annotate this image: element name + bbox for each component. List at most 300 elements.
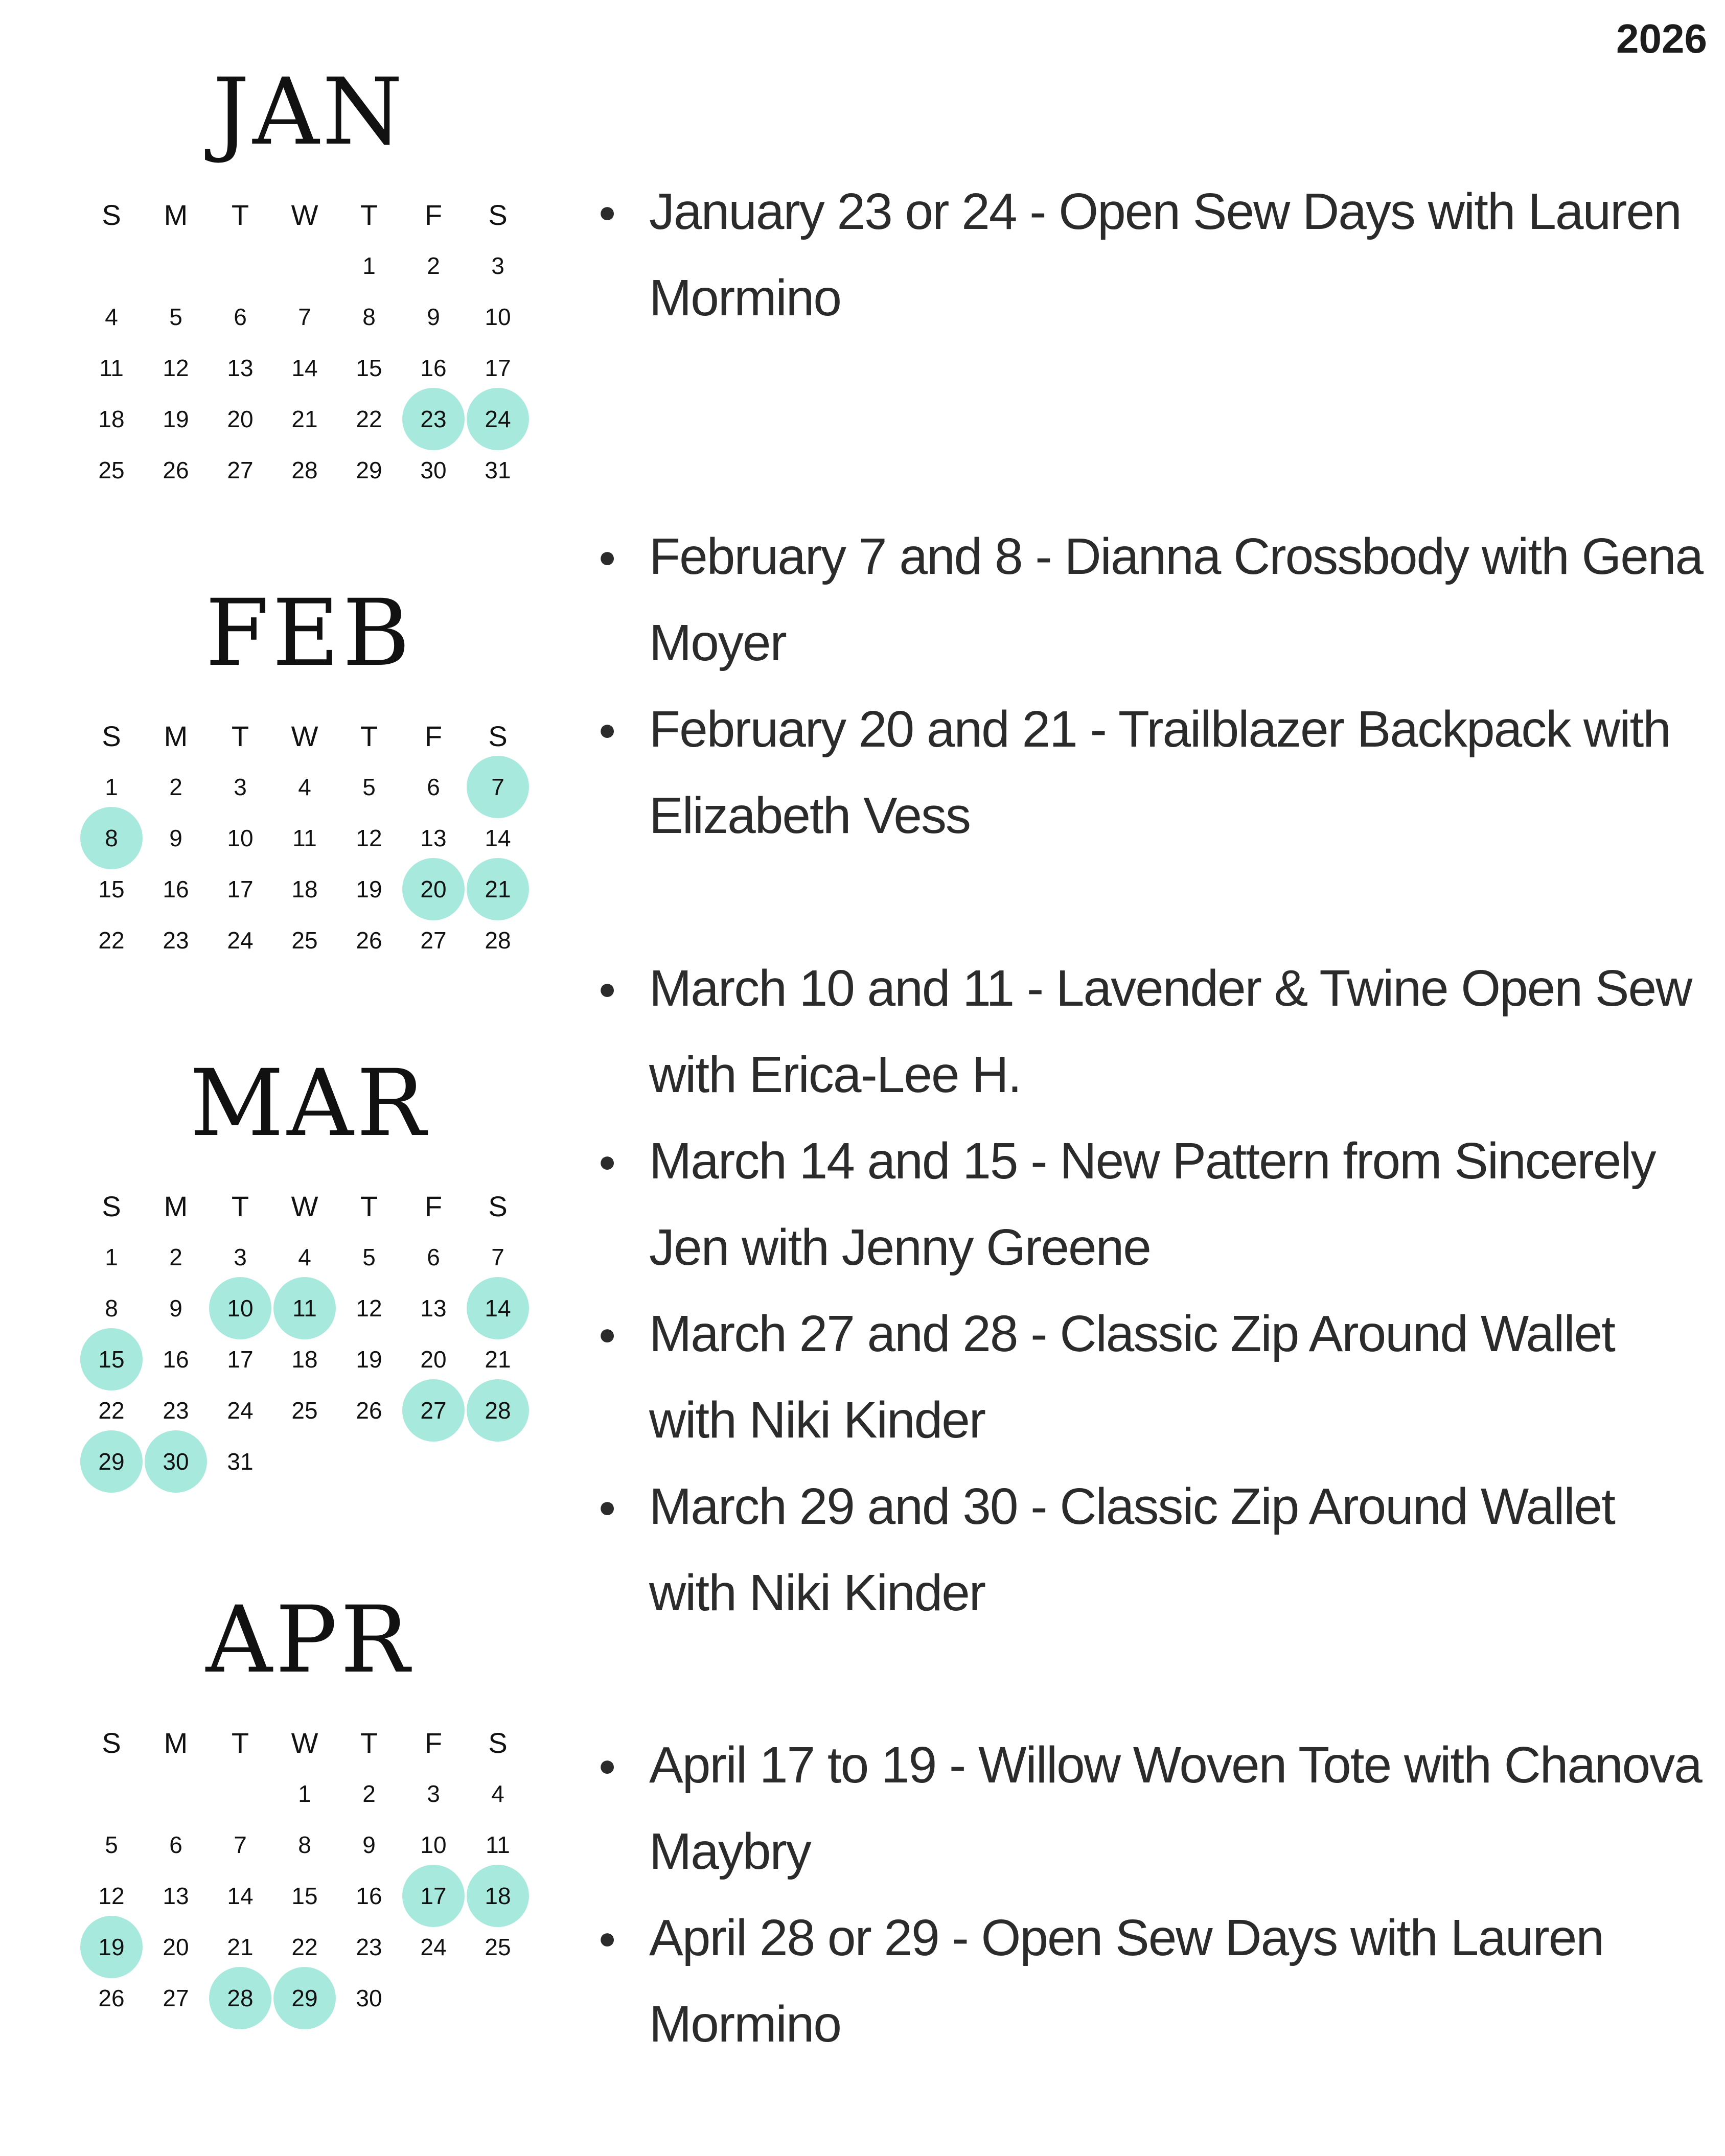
day-number: 8: [105, 825, 118, 851]
empty-day-cell: [337, 1436, 401, 1487]
day-number: 12: [356, 825, 382, 851]
day-number: 18: [98, 406, 125, 432]
bullet-icon: ●: [598, 1317, 616, 1351]
weekday-label: W: [291, 198, 318, 231]
event-text: April 28 or 29 - Open Sew Days with Lauren Mormino: [649, 1909, 1603, 2053]
day-cell: [466, 1283, 530, 1334]
day-cell: [401, 342, 466, 393]
day-number: 12: [163, 355, 189, 381]
day-cell: [272, 761, 337, 813]
bullet-icon: ●: [598, 1921, 616, 1955]
day-cell: [272, 1870, 337, 1921]
day-number: 10: [420, 1832, 447, 1858]
day-number: 20: [420, 876, 447, 902]
weekday-label: F: [424, 1190, 443, 1222]
day-cell: [401, 240, 466, 291]
event-item: [593, 1118, 1707, 1291]
calendar-march: [79, 1050, 539, 1487]
weekday-label: F: [424, 720, 443, 752]
day-cell: [208, 342, 272, 393]
day-cell: [144, 1819, 208, 1870]
weekday-label: S: [102, 1726, 121, 1759]
day-number: 2: [169, 774, 182, 800]
day-cell: [401, 864, 466, 915]
day-number: 31: [485, 457, 511, 483]
day-cell: [337, 1283, 401, 1334]
day-cell: [401, 761, 466, 813]
calendar-grid: [79, 1180, 539, 1487]
week-row: [79, 1283, 539, 1334]
day-number: 9: [362, 1832, 376, 1858]
week-row: [79, 1819, 539, 1870]
day-number: 2: [169, 1244, 182, 1270]
day-cell: [466, 1819, 530, 1870]
day-number: 2: [362, 1780, 376, 1807]
events-february: [593, 514, 1707, 859]
day-number: 9: [427, 304, 440, 330]
month-title: MAR: [190, 1050, 429, 1157]
day-cell: [401, 393, 466, 445]
day-number: 23: [420, 406, 447, 432]
day-number: 14: [485, 1295, 511, 1322]
week-row: [79, 1768, 539, 1819]
day-number: 29: [98, 1448, 125, 1475]
day-number: 24: [227, 1397, 254, 1424]
day-cell: [144, 1283, 208, 1334]
event-text: March 29 and 30 - Classic Zip Around Wallet with Niki Kinder: [649, 1478, 1615, 1621]
day-cell: [337, 1921, 401, 1973]
day-number: 24: [420, 1934, 447, 1960]
day-cell: [272, 342, 337, 393]
day-number: 22: [356, 406, 382, 432]
day-number: 12: [356, 1295, 382, 1322]
week-row: [79, 1921, 539, 1973]
day-cell: [337, 1973, 401, 2024]
day-number: 8: [298, 1832, 311, 1858]
day-number: 21: [291, 406, 318, 432]
week-row: [79, 1232, 539, 1283]
week-row: [79, 813, 539, 864]
day-cell: [144, 342, 208, 393]
week-row: [79, 445, 539, 496]
day-number: 13: [163, 1883, 189, 1909]
weekday-label: T: [231, 1190, 249, 1222]
day-cell: [337, 915, 401, 966]
empty-day-cell: [208, 1768, 272, 1819]
day-number: 18: [291, 876, 318, 902]
event-text: April 17 to 19 - Willow Woven Tote with Chanova Maybry: [649, 1736, 1701, 1880]
day-number: 28: [485, 1397, 511, 1424]
empty-day-cell: [144, 1768, 208, 1819]
events-march: [593, 945, 1707, 1636]
day-number: 24: [227, 927, 254, 954]
day-cell: [79, 291, 144, 342]
week-row: [79, 342, 539, 393]
calendar-grid: [79, 1717, 539, 2024]
week-row: [79, 240, 539, 291]
day-cell: [466, 291, 530, 342]
event-item: [593, 514, 1707, 686]
day-number: 26: [356, 1397, 382, 1424]
day-number: 25: [485, 1934, 511, 1960]
day-cell: [466, 1334, 530, 1385]
weekday-header-row: [79, 710, 539, 761]
bullet-icon: ●: [598, 1748, 616, 1782]
day-cell: [337, 291, 401, 342]
day-cell: [144, 864, 208, 915]
day-cell: [144, 291, 208, 342]
day-number: 17: [227, 876, 254, 902]
day-cell: [401, 445, 466, 496]
month-title: FEB: [205, 580, 413, 687]
day-cell: [337, 240, 401, 291]
day-number: 20: [420, 1346, 447, 1373]
day-cell: [79, 1232, 144, 1283]
event-text: March 14 and 15 - New Pattern from Sincerely Jen with Jenny Greene: [649, 1132, 1655, 1276]
day-number: 30: [420, 457, 447, 483]
day-cell: [79, 761, 144, 813]
day-number: 9: [169, 1295, 182, 1322]
day-cell: [401, 291, 466, 342]
day-number: 19: [163, 406, 189, 432]
week-row: [79, 291, 539, 342]
event-text: February 20 and 21 - Trailblazer Backpack with Elizabeth Vess: [649, 701, 1670, 844]
week-row: [79, 1973, 539, 2024]
day-number: 19: [98, 1934, 125, 1960]
weekday-label: T: [360, 720, 378, 752]
day-cell: [79, 813, 144, 864]
weekday-label: T: [231, 720, 249, 752]
day-cell: [337, 813, 401, 864]
empty-day-cell: [79, 1768, 144, 1819]
week-row: [79, 1334, 539, 1385]
day-cell: [272, 1385, 337, 1436]
day-number: 7: [491, 1244, 504, 1270]
day-cell: [79, 1921, 144, 1973]
weekday-label: F: [424, 1726, 443, 1759]
day-number: 25: [291, 927, 318, 954]
weekday-label: W: [291, 1726, 318, 1759]
day-number: 8: [105, 1295, 118, 1322]
day-number: 4: [298, 774, 311, 800]
day-cell: [337, 1232, 401, 1283]
day-cell: [466, 393, 530, 445]
day-number: 5: [169, 304, 182, 330]
day-number: 23: [163, 927, 189, 954]
day-cell: [337, 1870, 401, 1921]
day-number: 15: [98, 876, 125, 902]
day-number: 25: [291, 1397, 318, 1424]
day-number: 10: [227, 1295, 254, 1322]
day-cell: [401, 1283, 466, 1334]
day-number: 28: [291, 457, 318, 483]
day-number: 3: [234, 1244, 247, 1270]
day-number: 16: [163, 1346, 189, 1373]
day-number: 16: [356, 1883, 382, 1909]
weekday-label: W: [291, 720, 318, 752]
day-number: 21: [227, 1934, 254, 1960]
day-cell: [144, 393, 208, 445]
weekday-label: S: [488, 720, 508, 752]
day-cell: [79, 1436, 144, 1487]
bullet-icon: ●: [598, 540, 616, 574]
day-cell: [401, 813, 466, 864]
week-row: [79, 1385, 539, 1436]
day-cell: [466, 1232, 530, 1283]
day-number: 1: [298, 1780, 311, 1807]
day-number: 1: [362, 252, 376, 279]
day-cell: [401, 1768, 466, 1819]
day-cell: [144, 1436, 208, 1487]
empty-day-cell: [401, 1436, 466, 1487]
day-cell: [208, 813, 272, 864]
day-number: 3: [427, 1780, 440, 1807]
empty-day-cell: [272, 1436, 337, 1487]
day-cell: [466, 240, 530, 291]
bullet-icon: ●: [598, 195, 616, 229]
day-number: 7: [234, 1832, 247, 1858]
day-cell: [144, 1385, 208, 1436]
weekday-label: M: [164, 1190, 188, 1222]
day-cell: [79, 864, 144, 915]
event-item: [593, 945, 1707, 1118]
day-cell: [79, 1283, 144, 1334]
day-number: 17: [420, 1883, 447, 1909]
day-cell: [144, 1870, 208, 1921]
day-cell: [272, 1334, 337, 1385]
day-cell: [79, 342, 144, 393]
day-cell: [79, 1973, 144, 2024]
event-item: [593, 1722, 1707, 1895]
day-cell: [466, 342, 530, 393]
day-number: 16: [163, 876, 189, 902]
day-cell: [208, 1385, 272, 1436]
day-number: 6: [427, 1244, 440, 1270]
day-number: 18: [291, 1346, 318, 1373]
day-number: 26: [163, 457, 189, 483]
day-number: 24: [485, 406, 511, 432]
empty-day-cell: [401, 1973, 466, 2024]
day-number: 11: [486, 1832, 510, 1858]
day-cell: [401, 1385, 466, 1436]
day-cell: [272, 445, 337, 496]
day-number: 15: [356, 355, 382, 381]
day-number: 4: [298, 1244, 311, 1270]
weekday-label: T: [231, 1726, 249, 1759]
day-number: 10: [485, 304, 511, 330]
day-number: 28: [485, 927, 511, 954]
day-number: 1: [105, 1244, 118, 1270]
day-number: 13: [420, 825, 447, 851]
day-cell: [466, 915, 530, 966]
week-row: [79, 1870, 539, 1921]
day-number: 22: [98, 927, 125, 954]
weekday-label: W: [291, 1190, 318, 1222]
event-text: March 27 and 28 - Classic Zip Around Wallet with Niki Kinder: [649, 1305, 1615, 1449]
event-item: [593, 686, 1707, 859]
month-title: JAN: [213, 59, 406, 166]
day-cell: [144, 1334, 208, 1385]
day-cell: [466, 813, 530, 864]
day-cell: [144, 1232, 208, 1283]
day-number: 6: [234, 304, 247, 330]
empty-day-cell: [208, 240, 272, 291]
event-item: [593, 1464, 1707, 1636]
day-cell: [401, 915, 466, 966]
day-cell: [401, 1232, 466, 1283]
day-cell: [272, 1283, 337, 1334]
day-cell: [272, 291, 337, 342]
day-cell: [208, 1334, 272, 1385]
day-cell: [208, 864, 272, 915]
week-row: [79, 864, 539, 915]
calendar-january: [79, 59, 539, 496]
calendar-april: [79, 1587, 539, 2024]
day-number: 27: [163, 1985, 189, 2011]
day-number: 12: [98, 1883, 125, 1909]
day-number: 11: [292, 825, 317, 851]
day-cell: [337, 1385, 401, 1436]
weekday-header-row: [79, 189, 539, 240]
day-number: 6: [427, 774, 440, 800]
day-number: 11: [292, 1295, 317, 1322]
day-number: 3: [234, 774, 247, 800]
empty-day-cell: [272, 240, 337, 291]
day-number: 14: [291, 355, 318, 381]
weekday-label: T: [360, 1726, 378, 1759]
day-cell: [79, 1870, 144, 1921]
day-number: 3: [491, 252, 504, 279]
day-cell: [401, 1870, 466, 1921]
week-row: [79, 761, 539, 813]
weekday-label: S: [488, 1726, 508, 1759]
weekday-label: M: [164, 198, 188, 231]
empty-day-cell: [79, 240, 144, 291]
day-cell: [144, 915, 208, 966]
day-cell: [272, 1973, 337, 2024]
day-number: 15: [291, 1883, 318, 1909]
calendar-grid: [79, 710, 539, 966]
weekday-label: T: [231, 198, 249, 231]
day-cell: [466, 1768, 530, 1819]
day-cell: [79, 1385, 144, 1436]
day-cell: [144, 445, 208, 496]
empty-day-cell: [466, 1436, 530, 1487]
day-number: 26: [98, 1985, 125, 2011]
day-number: 5: [105, 1832, 118, 1858]
events-april: [593, 1722, 1707, 2068]
day-cell: [272, 813, 337, 864]
day-number: 17: [227, 1346, 254, 1373]
weekday-label: T: [360, 1190, 378, 1222]
day-cell: [79, 915, 144, 966]
day-cell: [337, 342, 401, 393]
bullet-icon: ●: [598, 712, 616, 747]
weekday-label: S: [488, 198, 508, 231]
day-number: 17: [485, 355, 511, 381]
day-number: 30: [356, 1985, 382, 2011]
day-cell: [466, 864, 530, 915]
day-cell: [401, 1921, 466, 1973]
day-cell: [337, 1819, 401, 1870]
day-cell: [144, 1973, 208, 2024]
day-number: 20: [163, 1934, 189, 1960]
day-cell: [466, 1870, 530, 1921]
day-number: 4: [105, 304, 118, 330]
day-cell: [337, 1768, 401, 1819]
bullet-icon: ●: [598, 971, 616, 1006]
day-number: 4: [491, 1780, 504, 1807]
weekday-label: M: [164, 1726, 188, 1759]
day-cell: [144, 761, 208, 813]
day-cell: [337, 393, 401, 445]
day-cell: [144, 813, 208, 864]
month-title: APR: [205, 1587, 413, 1694]
day-cell: [401, 1819, 466, 1870]
day-cell: [272, 864, 337, 915]
day-cell: [337, 1334, 401, 1385]
event-item: [593, 1291, 1707, 1464]
day-number: 23: [356, 1934, 382, 1960]
day-cell: [337, 445, 401, 496]
day-cell: [79, 445, 144, 496]
empty-day-cell: [144, 240, 208, 291]
weekday-header-row: [79, 1180, 539, 1232]
day-number: 16: [420, 355, 447, 381]
day-number: 22: [291, 1934, 318, 1960]
weekday-header-row: [79, 1717, 539, 1768]
day-number: 1: [105, 774, 118, 800]
weekday-label: T: [360, 198, 378, 231]
day-number: 7: [491, 774, 504, 800]
day-cell: [272, 393, 337, 445]
day-number: 11: [99, 355, 124, 381]
day-number: 18: [485, 1883, 511, 1909]
day-number: 21: [485, 876, 511, 902]
event-text: March 10 and 11 - Lavender & Twine Open Sew with Erica-Lee H.: [649, 960, 1692, 1103]
day-number: 26: [356, 927, 382, 954]
day-cell: [208, 1973, 272, 2024]
day-cell: [79, 1334, 144, 1385]
day-number: 29: [291, 1985, 318, 2011]
event-item: [593, 169, 1707, 341]
day-number: 22: [98, 1397, 125, 1424]
day-number: 8: [362, 304, 376, 330]
day-cell: [401, 1334, 466, 1385]
day-number: 14: [227, 1883, 254, 1909]
day-cell: [208, 761, 272, 813]
day-cell: [208, 393, 272, 445]
calendar-february: [79, 580, 539, 966]
event-item: [593, 1895, 1707, 2068]
weekday-label: S: [102, 1190, 121, 1222]
day-number: 27: [420, 1397, 447, 1424]
year-label: 2026: [1616, 16, 1707, 61]
day-number: 13: [420, 1295, 447, 1322]
day-number: 13: [227, 355, 254, 381]
day-number: 29: [356, 457, 382, 483]
day-cell: [208, 1870, 272, 1921]
day-number: 23: [163, 1397, 189, 1424]
empty-day-cell: [466, 1973, 530, 2024]
day-number: 9: [169, 825, 182, 851]
event-text: February 7 and 8 - Dianna Crossbody with Gena Moyer: [649, 528, 1703, 671]
day-cell: [208, 1921, 272, 1973]
day-number: 2: [427, 252, 440, 279]
day-cell: [79, 393, 144, 445]
bullet-icon: ●: [598, 1490, 616, 1524]
day-number: 25: [98, 457, 125, 483]
